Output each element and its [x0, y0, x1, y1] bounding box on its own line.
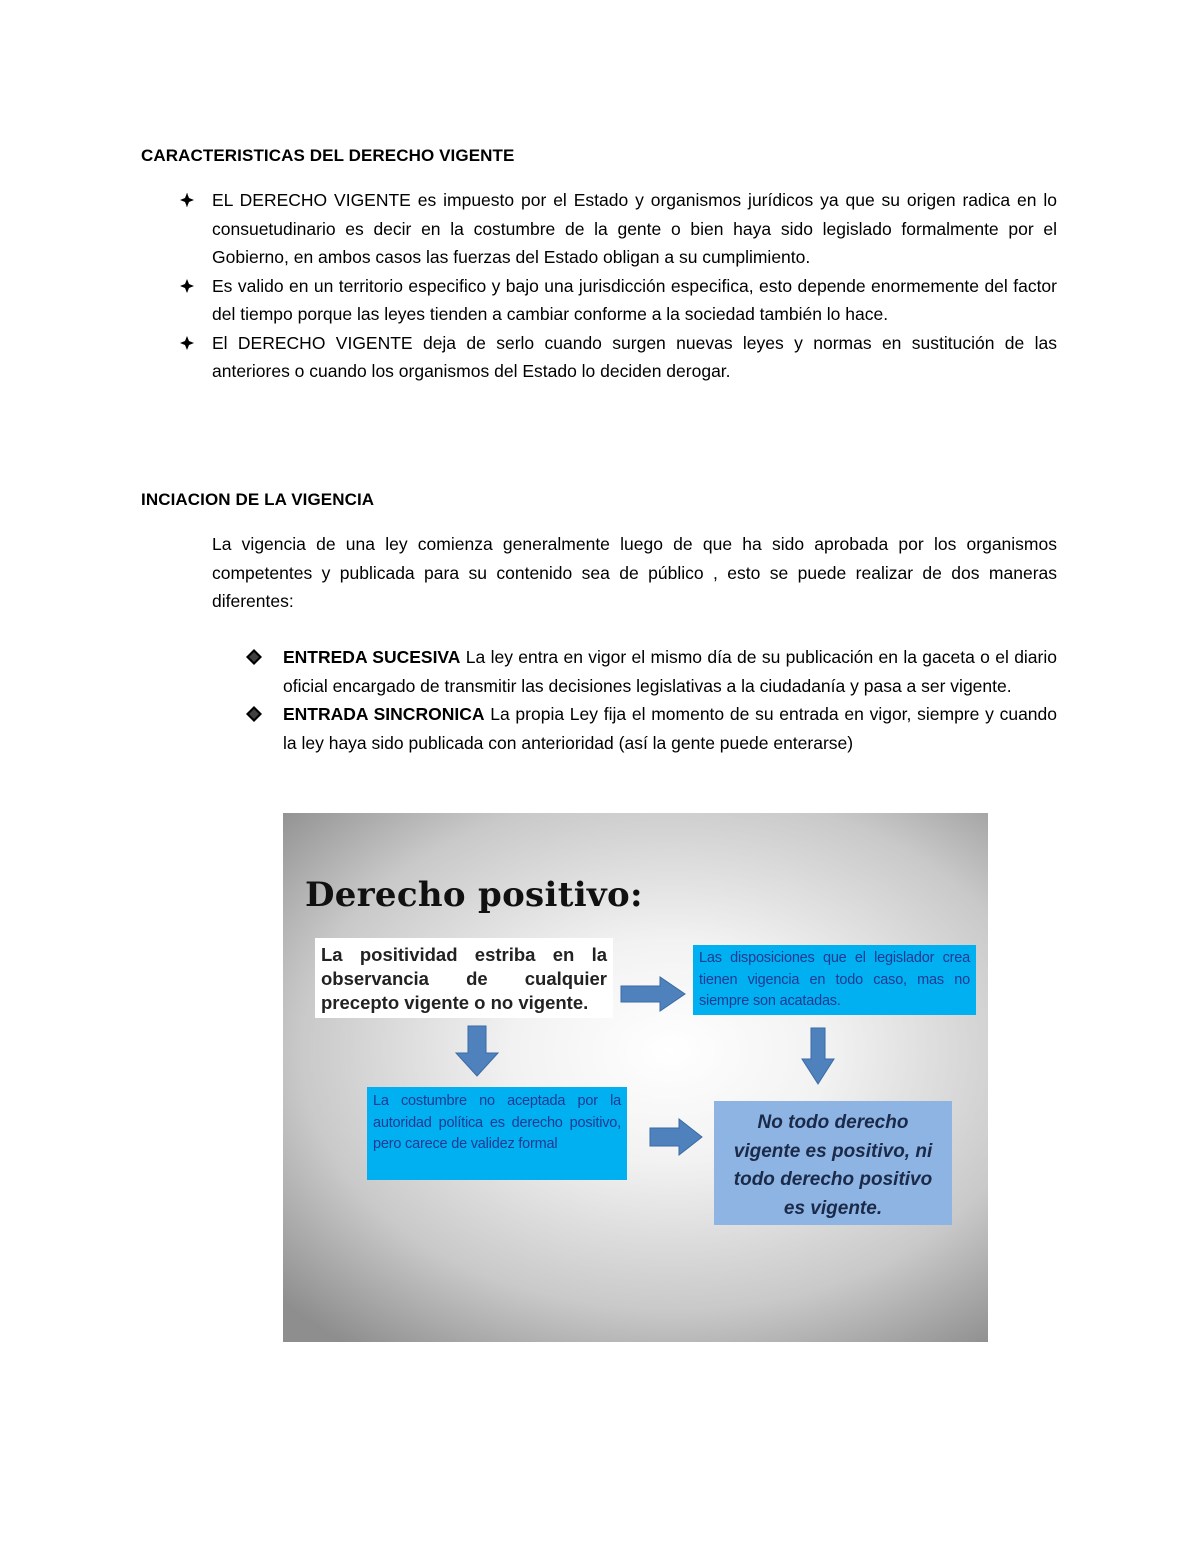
list-item-text: EL DERECHO VIGENTE es impuesto por el Estado y organismos jurídicos ya que su origen radica en lo consuetudinario es decir en la costumbre de la gente o bien haya sido legislado formalmente por el Gobierno, en ambos casos las fuerzas del Estado obligan a su cumplimiento.: [212, 190, 1057, 267]
list-item-text: La ley entra en vigor el mismo día de su publicación en la gaceta o el diario oficial encargado de transmitir las decisiones legislativas a la ciudadanía y pasa a ser vigente.: [283, 647, 1057, 696]
caracteristicas-list: [141, 186, 1057, 386]
box-costumbre: La costumbre no aceptada por la autoridad política es derecho positivo, pero carece de validez formal: [367, 1087, 627, 1180]
list-item: [141, 186, 1057, 272]
section-paragraph: La vigencia de una ley comienza generalmente luego de que ha sido aprobada por los organismos competentes y publicada para su contenido sea de público , esto se puede realizar de dos maneras diferentes:: [212, 534, 1057, 611]
section-heading-iniciacion: INCIACION DE LA VIGENCIA: [141, 490, 375, 509]
list-item-term: ENTRADA SINCRONICA: [283, 704, 485, 724]
arrow-right-icon: [649, 1118, 703, 1156]
diamond-bullet-icon: [245, 705, 263, 723]
diamond-star-bullet-icon: [177, 329, 197, 357]
list-item-term: ENTREDA SUCESIVA: [283, 647, 461, 667]
diamond-star-bullet-icon: [177, 186, 197, 214]
list-item-text: La propia Ley fija el momento de su entrada en vigor, siempre y cuando la ley haya sido publicada con anterioridad (así la gente puede enterarse): [283, 704, 1057, 753]
box-disposiciones: Las disposiciones que el legislador crea tienen vigencia en todo caso, mas no siempre son acatadas.: [693, 945, 976, 1015]
box-positividad: La positividad estriba en la observancia de cualquier precepto vigente o no vigente.: [315, 938, 613, 1018]
diamond-bullet-icon: [245, 648, 263, 666]
list-item: [212, 700, 1057, 757]
list-item-text: Es valido en un territorio especifico y bajo una jurisdicción especifica, esto depende enormemente del factor del tiempo porque las leyes tienden a cambiar conforme a la sociedad también lo hace.: [212, 275, 1057, 324]
list-item: [141, 329, 1057, 386]
arrow-down-icon: [455, 1025, 499, 1077]
box-conclusion: No todo derecho vigente es positivo, ni todo derecho positivo es vigente.: [714, 1101, 952, 1225]
vigencia-methods-list: [212, 643, 1057, 757]
list-item-text: El DERECHO VIGENTE deja de serlo cuando surgen nuevas leyes y normas en sustitución de las anteriores o cuando los organismos del Estado lo deciden derogar.: [212, 332, 1057, 381]
section-heading-caracteristicas: CARACTERISTICAS DEL DERECHO VIGENTE: [141, 146, 515, 165]
arrow-right-icon: [620, 976, 686, 1012]
list-item: [212, 643, 1057, 700]
diagram-title: Derecho positivo:: [305, 875, 643, 915]
list-item: [141, 272, 1057, 329]
arrow-down-icon: [801, 1027, 835, 1085]
diamond-star-bullet-icon: [177, 272, 197, 300]
derecho-positivo-diagram: [283, 813, 988, 1342]
